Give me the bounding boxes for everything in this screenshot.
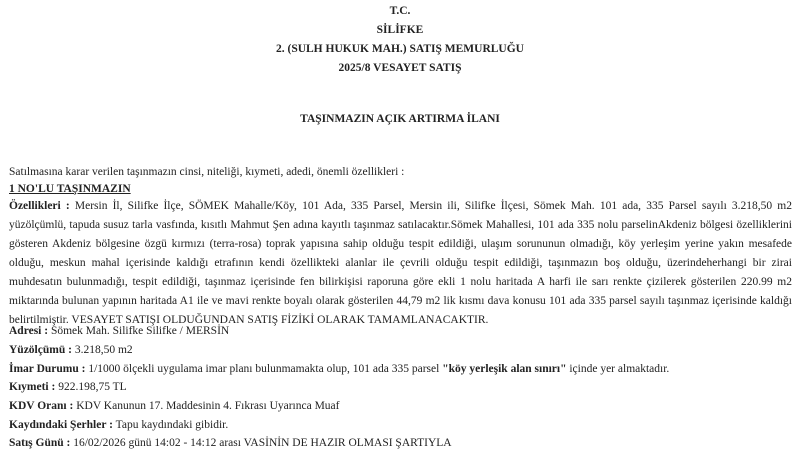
zoning-label: İmar Durumu : xyxy=(9,363,86,375)
description-line-6: miktarında bulunan yapının haritada A1 ile ve mavi renkte boyalı olarak gösterilen 44,79 m2 lik kısmı dava konusu 101 ada 335 parsel sayılı taşınmaz içerisinde kaldığı xyxy=(9,295,792,307)
header-office: 2. (SULH HUKUK MAH.) SATIŞ MEMURLUĞU xyxy=(275,43,524,55)
value-amount: 922.198,75 TL xyxy=(58,381,127,393)
description-line-3: gösteren Akdeniz bölgesine özgü kırmızı (terra-rosa) toprak yapısına sahip olduğu tespit edildiği, ulaşım sorununun olmadığı, köy yerleşim yerine yakın mesafede xyxy=(9,238,792,250)
zoning-value xyxy=(88,363,669,375)
header-tc: T.C. xyxy=(389,5,411,17)
address-value: Sömek Mah. Silifke Silifke / MERSİN xyxy=(50,325,230,337)
description-line-2: yüzölçümlü, tapuda susuz tarla vasfında, kısıtlı Mahmut Şen adına kayıtlı taşınmaz satılacaktır.Sömek Mahallesi, 101 ada 335 nolu parselinAkdeniz bölgesi özelliklerini xyxy=(9,219,792,231)
zoning-value-post: içinde yer almaktadır. xyxy=(566,363,670,375)
property-description xyxy=(9,197,792,330)
vat-value: KDV Kanunun 17. Maddesinin 4. Fıkrası Uyarınca Muaf xyxy=(76,400,340,412)
zoning-row xyxy=(9,362,669,376)
header-city: SİLİFKE xyxy=(376,24,424,36)
ozellikleri-label: Özellikleri : xyxy=(9,200,70,212)
value-row xyxy=(9,380,127,394)
intro-text: Satılmasına karar verilen taşınmazın cinsi, niteliği, kıymeti, adedi, önemli özellikleri : xyxy=(9,166,405,178)
annotations-label: Kaydındaki Şerhler : xyxy=(9,419,113,431)
annotations-row xyxy=(9,418,228,432)
description-line-1 xyxy=(9,197,792,216)
sale-date-label: Satış Günü : xyxy=(9,437,71,449)
address-row xyxy=(9,324,229,338)
vat-row xyxy=(9,399,340,413)
value-label: Kıymeti : xyxy=(9,381,56,393)
section-title: 1 NO'LU TAŞINMAZIN xyxy=(9,183,131,195)
description-text-1: Mersin İl, Silifke İlçe, SÖMEK Mahalle/Köy, 101 Ada, 335 Parsel, Mersin ili, Silifke İlçesi, Sömek Mah. 101 ada, 335 Parsel sayılı 3.218,50 m2 xyxy=(74,200,792,212)
header-file-number: 2025/8 VESAYET SATIŞ xyxy=(338,62,462,74)
sale-date-value: 16/02/2026 günü 14:02 - 14:12 arası VASİNİN DE HAZIR OLMASI ŞARTIYLA xyxy=(73,437,452,449)
description-line-7: belirtilmiştir. VESAYET SATIŞI OLDUĞUNDAN SATIŞ FİZİKİ OLARAK TAMAMLANACAKTIR. xyxy=(9,314,489,326)
sale-date-row xyxy=(9,436,452,450)
address-label: Adresi : xyxy=(9,325,49,337)
zoning-value-bold: "köy yerleşik alan sınırı" xyxy=(442,363,567,375)
description-line-5: muhdesatın bulunmadığı, tespit edildiği, taşınmaz içerisinde fen bilirkişisi raporuna göre ekli 1 nolu haritada A harfi ile sarı renkte çizilerek gösterilen 220.99 m2 xyxy=(9,276,792,288)
annotations-value: Tapu kaydındaki gibidir. xyxy=(115,419,229,431)
vat-label: KDV Oranı : xyxy=(9,400,74,412)
description-line-4: olduğu, meskun mahal içerisinde kaldığı etrafının kendi özellikteki alanlar ile çevrili olduğu tespit edildiği, taşınmazın boş olduğu, üzerindeherhangi bir zirai xyxy=(9,257,792,269)
area-value: 3.218,50 m2 xyxy=(74,344,133,356)
zoning-value-pre: 1/1000 ölçekli uygulama imar planı bulunmamakta olup, 101 ada 335 parsel xyxy=(88,363,443,375)
area-row xyxy=(9,343,133,357)
area-label: Yüzölçümü : xyxy=(9,344,72,356)
notice-title: TAŞINMAZIN AÇIK ARTIRMA İLANI xyxy=(300,113,500,125)
